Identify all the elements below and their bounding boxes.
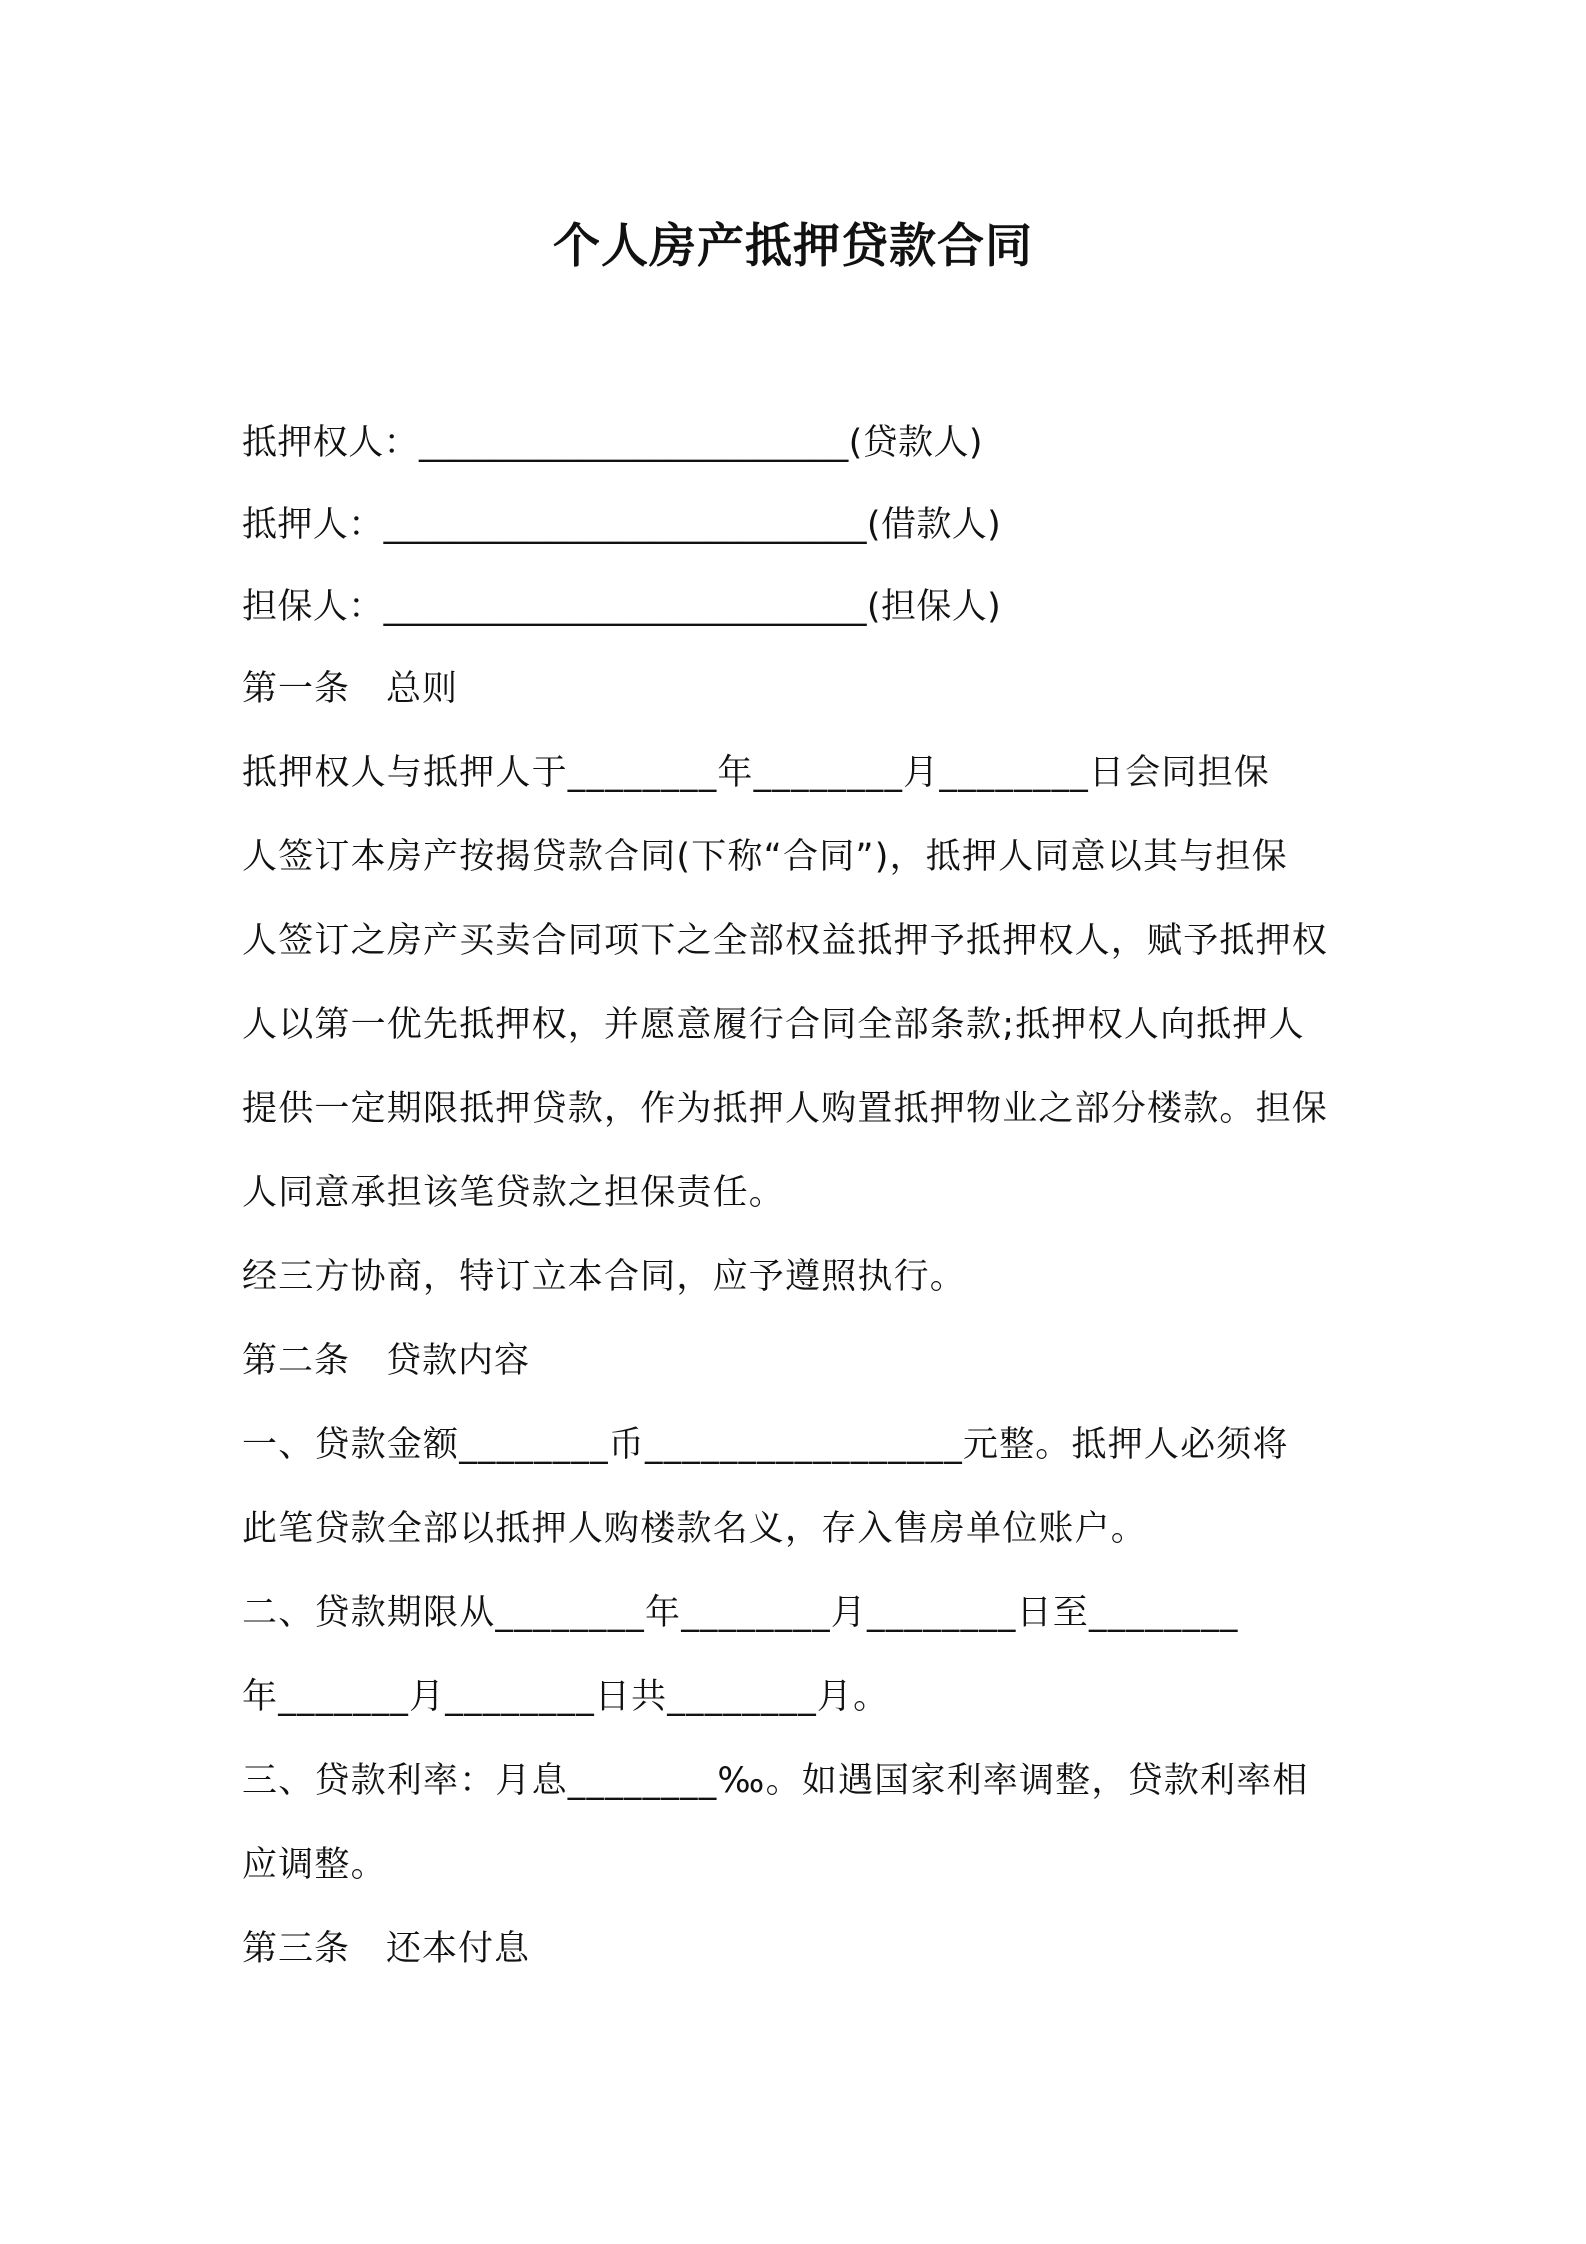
- article-2-line: 应调整。: [242, 1845, 387, 1885]
- article-2-line: 年_______月________日共________月。: [242, 1677, 890, 1717]
- document-title: 个人房产抵押贷款合同: [553, 219, 1033, 274]
- mortgagor-line: 抵押人：___________________________(借款人): [242, 505, 1002, 545]
- article-3-number: 第三条: [242, 1929, 351, 1969]
- article-2-line: 一、贷款金额________币_________________元整。抵押人必须将: [242, 1425, 1289, 1465]
- article-2-number: 第二条: [242, 1341, 351, 1381]
- article-1-line: 人以第一优先抵押权，并愿意履行合同全部条款;抵押权人向抵押人: [242, 1005, 1305, 1045]
- article-2-heading: [242, 1336, 1362, 1386]
- article-1-line: 人签订本房产按揭贷款合同(下称“合同”)，抵押人同意以其与担保: [242, 837, 1288, 877]
- article-1-title: 总则: [386, 669, 459, 709]
- article-2-line: 二、贷款期限从________年________月________日至________: [242, 1593, 1239, 1633]
- article-3-title: 还本付息: [386, 1929, 531, 1969]
- mortgagee-line: 抵押权人：________________________(贷款人): [242, 423, 983, 463]
- article-2-line: 此笔贷款全部以抵押人购楼款名义，存入售房单位账户。: [242, 1509, 1148, 1549]
- article-1-line: 抵押权人与抵押人于________年________月________日会同担保: [242, 753, 1271, 793]
- guarantor-line: 担保人：___________________________(担保人): [242, 587, 1002, 627]
- article-1-line: 人同意承担该笔贷款之担保责任。: [242, 1173, 786, 1213]
- article-3-heading: [242, 1924, 1362, 1974]
- article-1-line: 提供一定期限抵押贷款，作为抵押人购置抵押物业之部分楼款。担保: [242, 1089, 1329, 1129]
- article-1-line: 经三方协商，特订立本合同，应予遵照执行。: [242, 1257, 967, 1297]
- article-1-heading: [242, 664, 1362, 714]
- article-2-line: 三、贷款利率：月息________‰。如遇国家利率调整，贷款利率相: [242, 1761, 1309, 1801]
- article-1-number: 第一条: [242, 669, 351, 709]
- article-2-title: 贷款内容: [386, 1341, 531, 1381]
- article-1-line: 人签订之房产买卖合同项下之全部权益抵押予抵押权人，赋予抵押权: [242, 921, 1329, 961]
